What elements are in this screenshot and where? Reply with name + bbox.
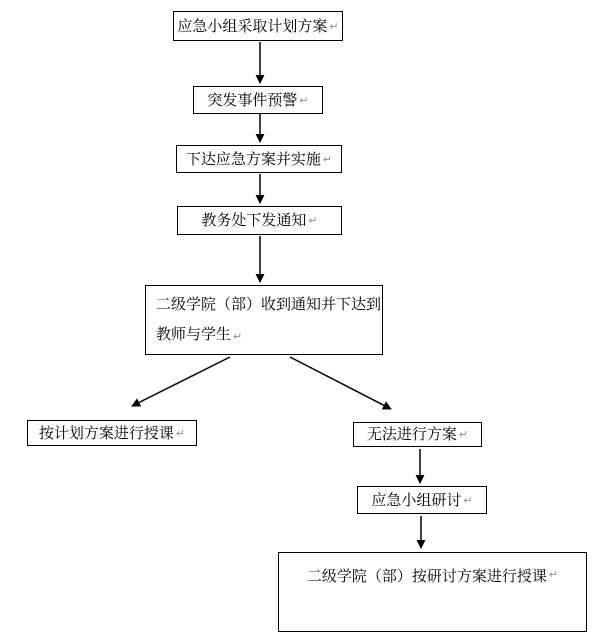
return-mark-icon: ↵ (329, 20, 339, 33)
return-mark-icon: ↵ (233, 330, 243, 343)
arrow-college-to-infeasible (290, 357, 391, 409)
node-college-receive (145, 285, 383, 355)
node-teach-by-discussed-plan (278, 552, 587, 632)
node-incident-warning (193, 86, 323, 114)
node-issue-implement (176, 145, 342, 173)
node-college-receive-line1: 二级学院（部）收到通知并下达到 (156, 295, 382, 313)
node-office-notice (177, 206, 342, 235)
node-teach-by-discussed-plan-label: 二级学院（部）按研讨方案进行授课 (306, 568, 547, 585)
node-office-notice-label: 教务处下发通知 (201, 212, 307, 229)
node-teach-by-plan (27, 420, 197, 446)
node-emergency-plan-label: 应急小组采取计划方案 (177, 17, 328, 35)
return-mark-icon: ↵ (463, 494, 473, 507)
return-mark-icon: ↵ (548, 569, 559, 581)
node-issue-implement-label: 下达应急方案并实施 (185, 150, 321, 168)
return-mark-icon: ↵ (458, 429, 469, 441)
return-mark-icon: ↵ (299, 94, 309, 107)
node-group-discussion (357, 486, 487, 514)
node-emergency-plan (173, 11, 343, 41)
arrow-college-to-teach-plan (132, 357, 230, 406)
node-teach-by-plan-label: 按计划方案进行授课 (38, 424, 174, 442)
return-mark-icon: ↵ (308, 215, 318, 227)
node-group-discussion-label: 应急小组研讨 (371, 491, 462, 509)
node-college-receive-line2: 教师与学生 ↵ (156, 325, 243, 343)
node-plan-infeasible (353, 422, 482, 447)
node-incident-warning-label: 突发事件预警 (207, 91, 298, 109)
return-mark-icon: ↵ (175, 427, 186, 440)
return-mark-icon: ↵ (322, 153, 333, 166)
node-plan-infeasible-label: 无法进行方案 (366, 426, 457, 443)
